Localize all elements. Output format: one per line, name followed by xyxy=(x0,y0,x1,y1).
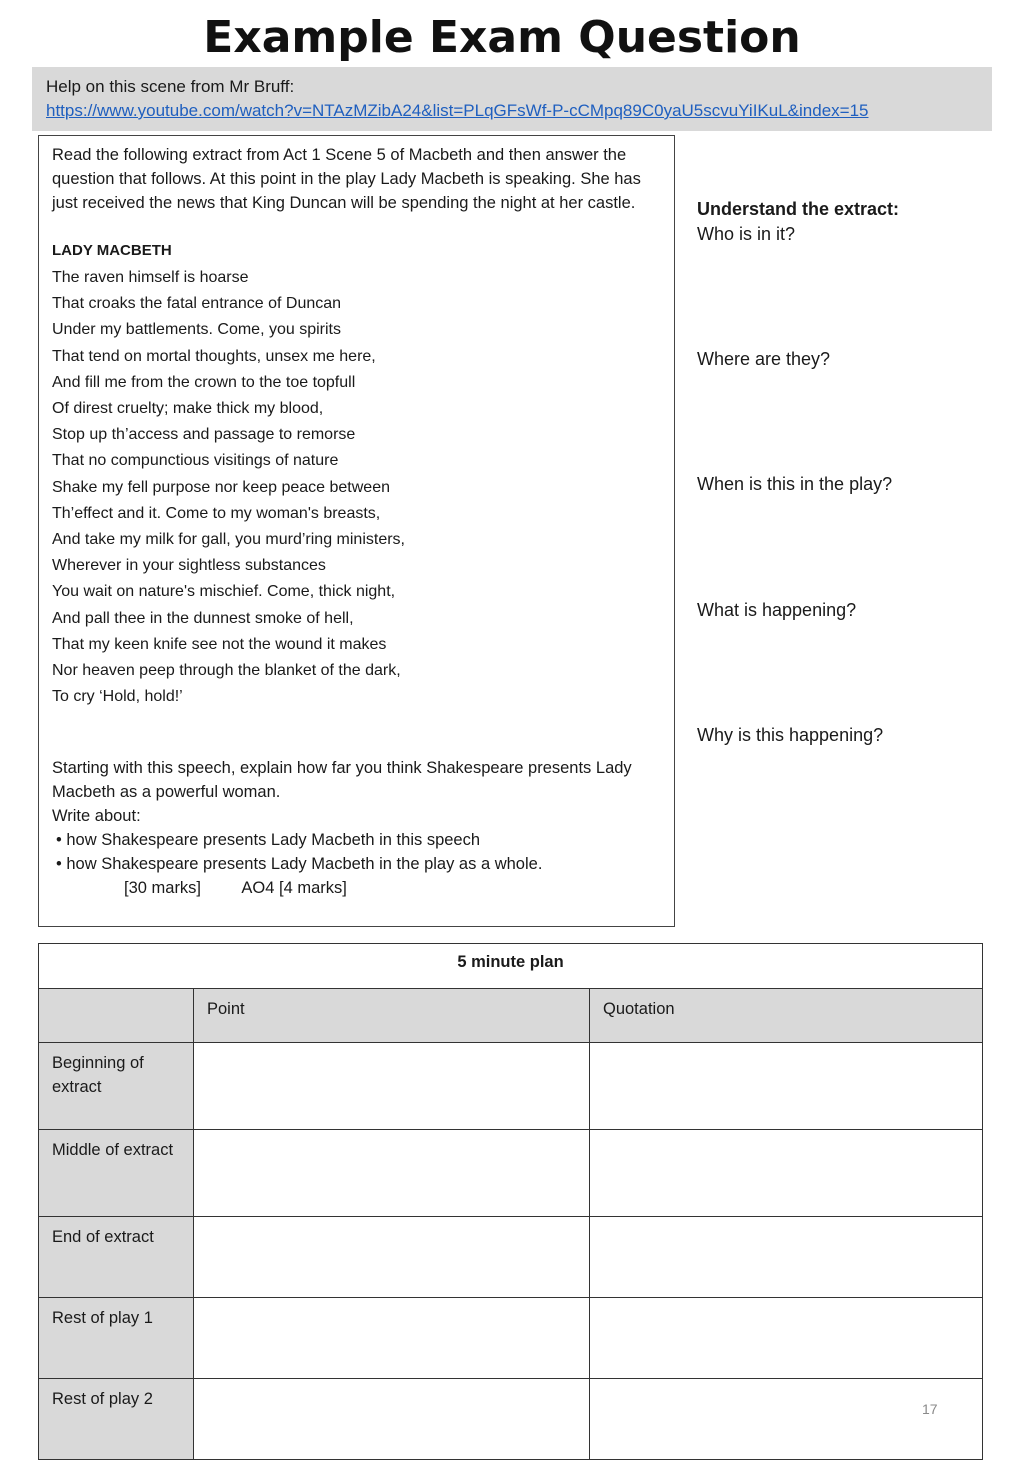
row-label: Rest of play 2 xyxy=(39,1379,194,1460)
marks-line xyxy=(52,876,661,900)
extract-box xyxy=(38,135,675,927)
plan-table xyxy=(38,943,983,1460)
row-label: Beginning of extract xyxy=(39,1043,194,1130)
write-about-label: Write about: xyxy=(52,807,141,826)
speech-line: Under my battlements. Come, you spirits xyxy=(52,321,341,339)
help-label: Help on this scene from Mr Bruff: xyxy=(46,77,295,96)
quotation-header: Quotation xyxy=(590,989,983,1043)
speech-line: Nor heaven peep through the blanket of the dark, xyxy=(52,662,401,680)
bullet-item: • how Shakespeare presents Lady Macbeth in the play as a whole. xyxy=(56,855,543,874)
understand-question: Why is this happening? xyxy=(697,725,884,745)
extract-intro: Read the following extract from Act 1 Scene 5 of Macbeth and then answer the question that follows. At this point in the play Lady Macbeth is speaking. She has just received the news that King Duncan will be spending the night at her castle. xyxy=(52,146,641,212)
table-row xyxy=(39,1043,983,1130)
speech-line: Shake my fell purpose nor keep peace between xyxy=(52,478,390,496)
speech-lines xyxy=(52,265,661,710)
speech-line: Wherever in your sightless substances xyxy=(52,557,326,575)
speech-line: Stop up th’access and passage to remorse xyxy=(52,426,356,444)
speech-line: That no compunctious visitings of nature xyxy=(52,452,339,470)
understand-question: When is this in the play? xyxy=(697,474,893,494)
speech-line: To cry ‘Hold, hold!’ xyxy=(52,688,183,706)
exam-question xyxy=(52,756,661,900)
speaker-name: LADY MACBETH xyxy=(52,242,172,259)
understand-heading: Understand the extract: xyxy=(697,199,900,219)
video-link[interactable]: https://www.youtube.com/watch?v=NTAzMZibA24&list=PLqGFsWf-P-cCMpq89C0yaU5scvuYiIKuL&index=15 xyxy=(46,101,869,120)
page-number: 17 xyxy=(922,1401,938,1417)
table-row xyxy=(39,1217,983,1298)
understand-question: Who is in it? xyxy=(697,224,796,244)
speech-line: That my keen knife see not the wound it makes xyxy=(52,635,387,653)
table-row xyxy=(39,1379,983,1460)
speech-line: That tend on mortal thoughts, unsex me here, xyxy=(52,347,376,365)
row-label: Middle of extract xyxy=(39,1130,194,1217)
row-label: End of extract xyxy=(39,1217,194,1298)
page-title: Example Exam Question xyxy=(203,12,801,63)
row-label: Rest of play 1 xyxy=(39,1298,194,1379)
question-text: Starting with this speech, explain how far you think Shakespeare presents Lady Macbeth as a powerful woman. xyxy=(52,759,632,802)
speech-line: Th’effect and it. Come to my woman's breasts, xyxy=(52,504,381,522)
speech-line: The raven himself is hoarse xyxy=(52,269,249,286)
point-cell[interactable] xyxy=(194,1379,590,1460)
marks-total: [30 marks] xyxy=(124,879,202,898)
speech-line: That croaks the fatal entrance of Duncan xyxy=(52,295,342,313)
point-cell[interactable] xyxy=(194,1130,590,1217)
speech-line: And take my milk for gall, you murd’ring ministers, xyxy=(52,531,405,549)
speech-line: You wait on nature's mischief. Come, thick night, xyxy=(52,583,396,601)
understand-question: Where are they? xyxy=(697,349,831,369)
quotation-cell[interactable] xyxy=(590,1217,983,1298)
help-banner xyxy=(32,67,992,131)
table-row xyxy=(39,1130,983,1217)
table-row xyxy=(39,1298,983,1379)
quotation-cell[interactable] xyxy=(590,1043,983,1130)
point-header: Point xyxy=(194,989,590,1043)
point-cell[interactable] xyxy=(194,1043,590,1130)
quotation-cell[interactable] xyxy=(590,1298,983,1379)
understand-question: What is happening? xyxy=(697,600,857,620)
speech-line: And pall thee in the dunnest smoke of hell, xyxy=(52,609,354,627)
point-cell[interactable] xyxy=(194,1217,590,1298)
quotation-cell[interactable] xyxy=(590,1130,983,1217)
speech-line: And fill me from the crown to the toe topfull xyxy=(52,373,356,391)
plan-title: 5 minute plan xyxy=(39,944,983,989)
ao4-marks: AO4 [4 marks] xyxy=(241,879,347,898)
point-cell[interactable] xyxy=(194,1298,590,1379)
speech-line: Of direst cruelty; make thick my blood, xyxy=(52,400,324,418)
bullet-item: • how Shakespeare presents Lady Macbeth in this speech xyxy=(56,831,481,850)
quotation-cell[interactable] xyxy=(590,1379,983,1460)
header-blank-cell xyxy=(39,989,194,1043)
